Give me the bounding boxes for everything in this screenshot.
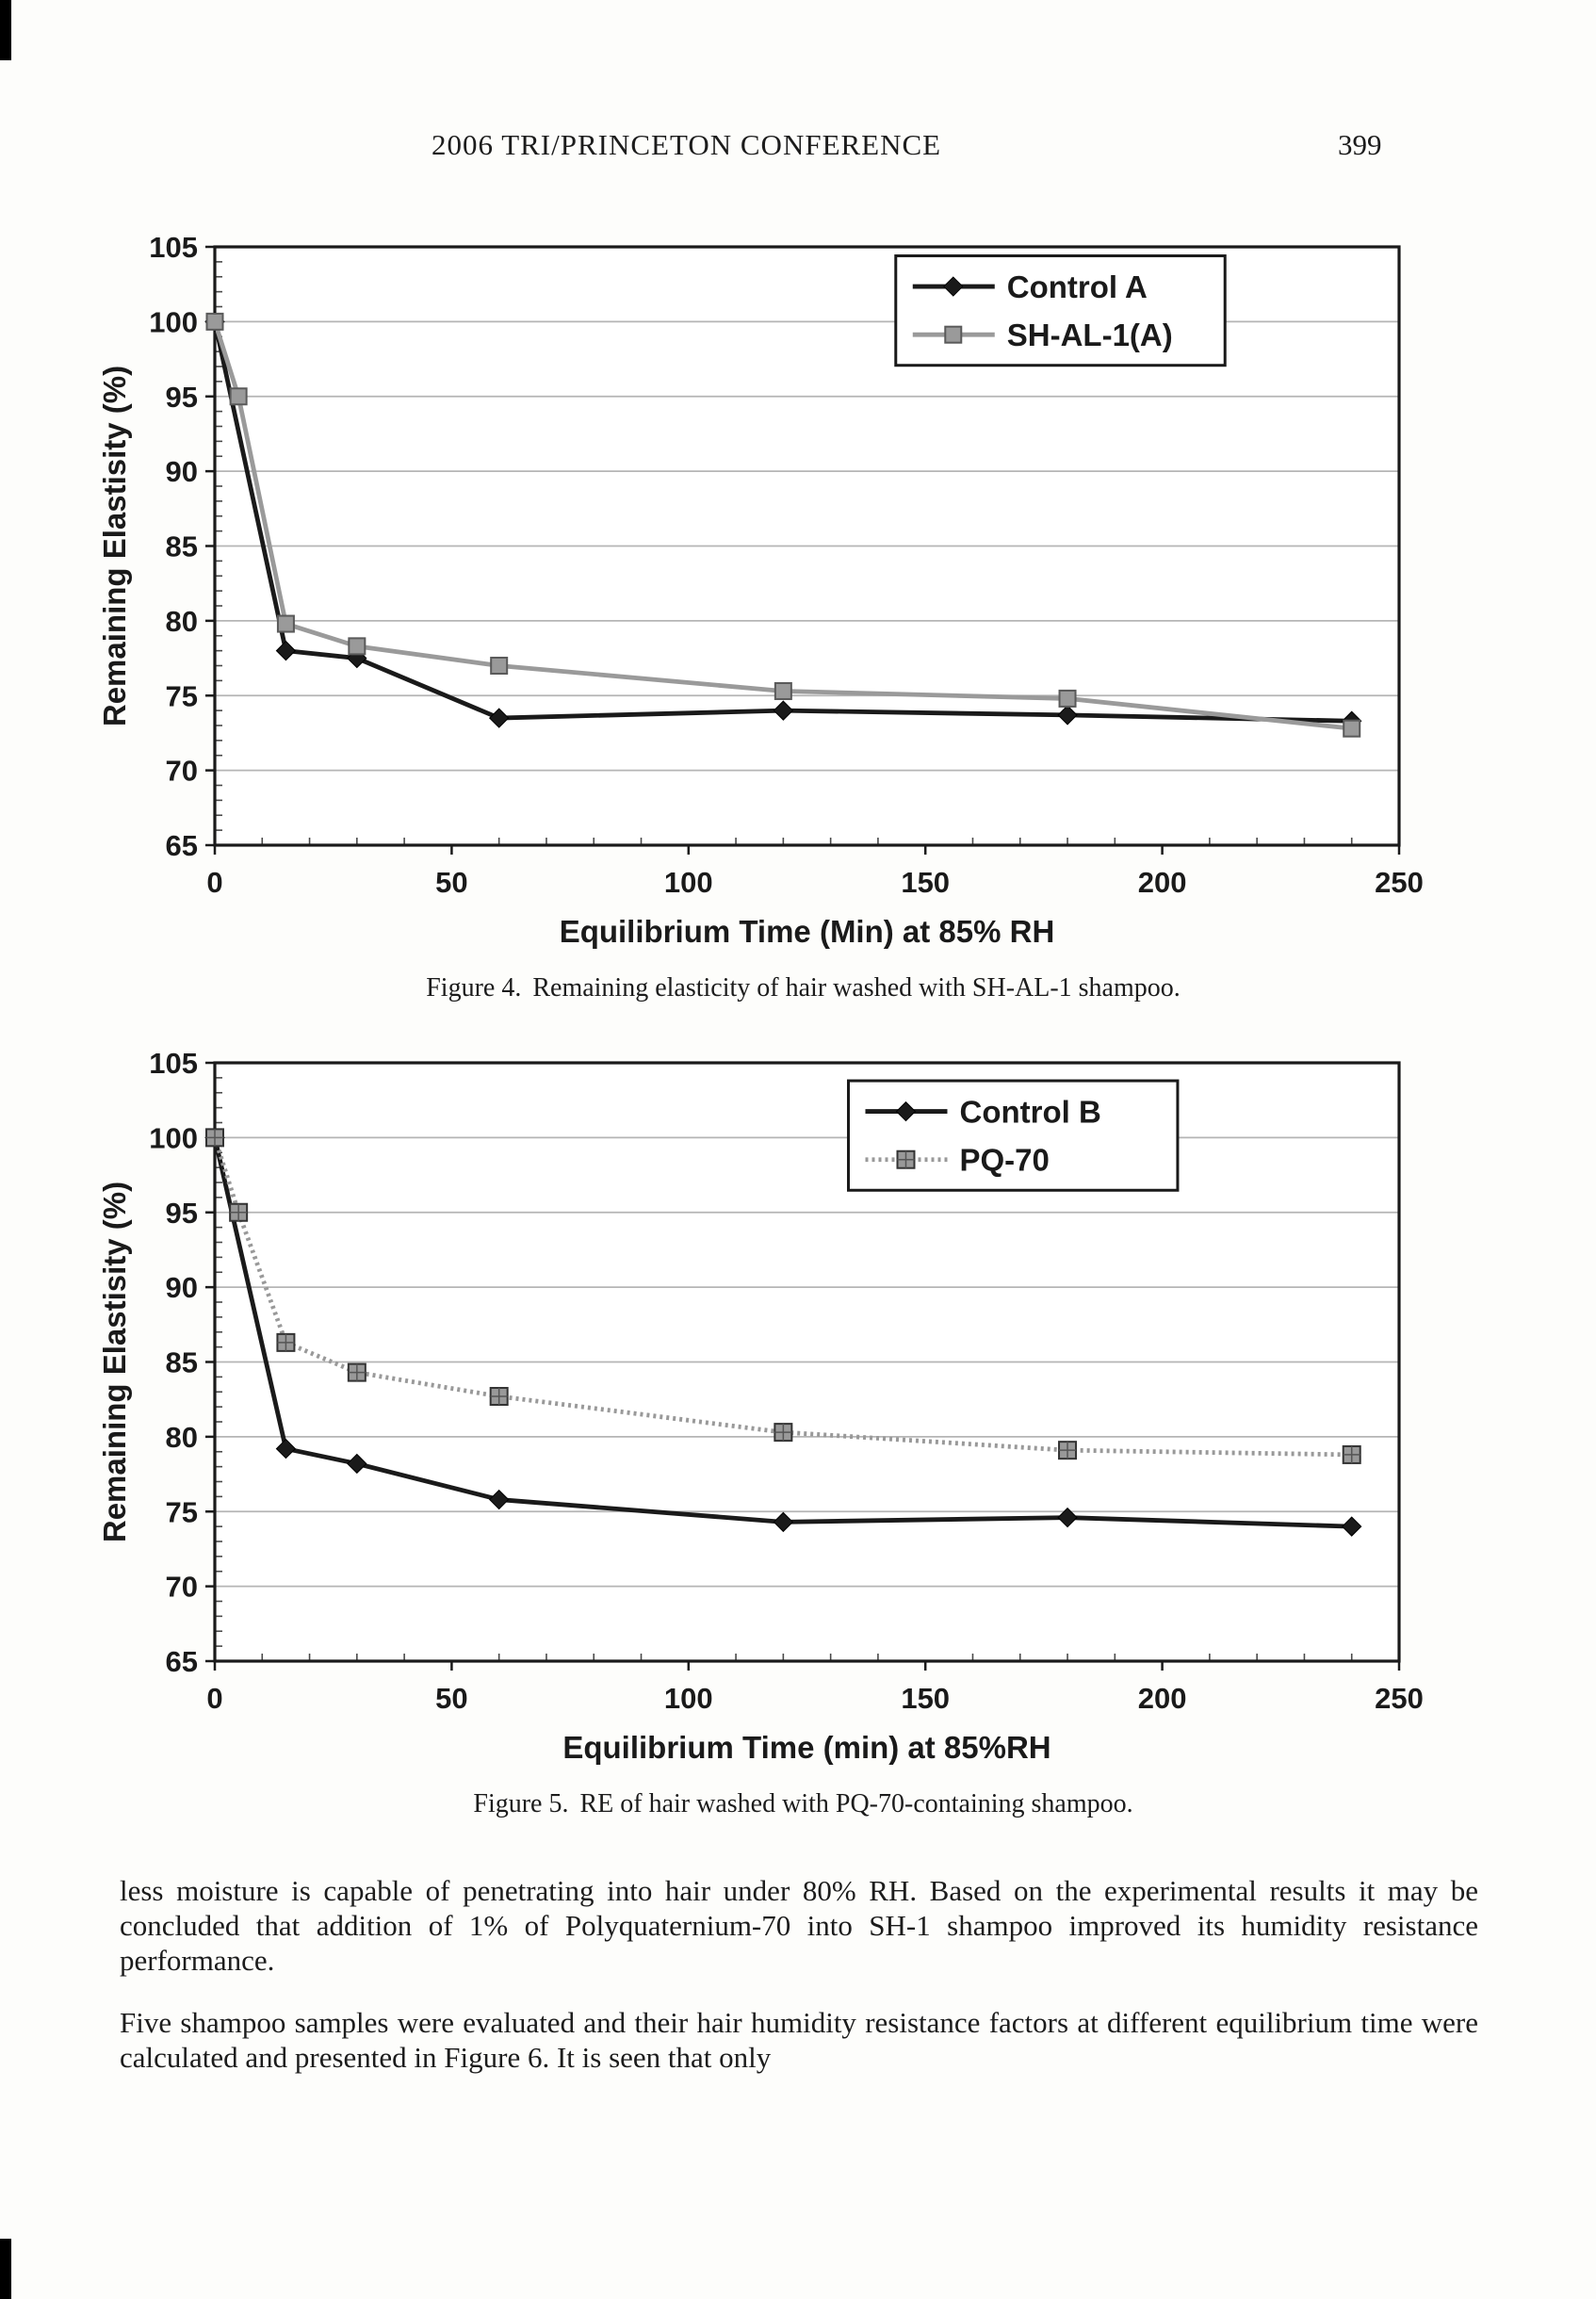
svg-text:PQ-70: PQ-70 bbox=[959, 1142, 1050, 1178]
svg-text:50: 50 bbox=[435, 1682, 468, 1715]
figure-4-caption-label: Figure 4. bbox=[426, 973, 522, 1003]
svg-text:Remaining Elastisity (%): Remaining Elastisity (%) bbox=[97, 365, 132, 727]
scan-artifact-top bbox=[0, 0, 11, 60]
figure-5-caption-label: Figure 5. bbox=[473, 1789, 569, 1818]
svg-text:100: 100 bbox=[149, 1121, 198, 1155]
svg-text:Control A: Control A bbox=[1006, 269, 1148, 305]
figure-5-chart bbox=[71, 1049, 1432, 1784]
svg-text:85: 85 bbox=[165, 1345, 198, 1379]
svg-text:100: 100 bbox=[663, 1682, 713, 1715]
svg-text:Equilibrium Time (min) at 85%R: Equilibrium Time (min) at 85%RH bbox=[562, 1730, 1051, 1765]
svg-text:50: 50 bbox=[435, 866, 468, 899]
svg-text:75: 75 bbox=[165, 679, 198, 713]
svg-text:70: 70 bbox=[165, 754, 198, 788]
svg-text:80: 80 bbox=[165, 1420, 198, 1454]
svg-text:95: 95 bbox=[165, 1196, 198, 1230]
svg-text:Control B: Control B bbox=[959, 1094, 1101, 1130]
figure-4-chart bbox=[71, 233, 1432, 968]
svg-text:Equilibrium Time (Min) at 85%: Equilibrium Time (Min) at 85% RH bbox=[559, 914, 1055, 949]
paragraph-five-shampoo: Five shampoo samples were evaluated and their hair humidity resistance factors at different equilibrium time were calculated and presented in Figure 6. It is seen that only bbox=[120, 2006, 1478, 2074]
svg-text:200: 200 bbox=[1137, 866, 1187, 899]
figure-5-caption bbox=[71, 1789, 1432, 1819]
svg-text:75: 75 bbox=[165, 1495, 198, 1529]
svg-text:95: 95 bbox=[165, 380, 198, 414]
svg-text:0: 0 bbox=[206, 1682, 223, 1715]
svg-text:250: 250 bbox=[1375, 866, 1424, 899]
svg-text:90: 90 bbox=[165, 1271, 198, 1305]
svg-text:150: 150 bbox=[901, 1682, 951, 1715]
svg-text:100: 100 bbox=[149, 305, 198, 339]
svg-text:105: 105 bbox=[149, 233, 198, 264]
body-text bbox=[120, 1873, 1478, 2102]
svg-text:65: 65 bbox=[165, 1645, 198, 1678]
figure-4 bbox=[71, 233, 1432, 1003]
running-head: 2006 TRI/PRINCETON CONFERENCE bbox=[432, 128, 942, 161]
svg-text:90: 90 bbox=[165, 455, 198, 489]
figure-5 bbox=[71, 1049, 1432, 1819]
svg-text:80: 80 bbox=[165, 604, 198, 638]
svg-text:200: 200 bbox=[1137, 1682, 1187, 1715]
figure-4-caption-text: Remaining elasticity of hair washed with SH-AL-1 shampoo. bbox=[532, 973, 1181, 1003]
svg-text:65: 65 bbox=[165, 829, 198, 862]
svg-text:0: 0 bbox=[206, 866, 223, 899]
svg-text:70: 70 bbox=[165, 1570, 198, 1604]
svg-text:105: 105 bbox=[149, 1049, 198, 1080]
svg-text:150: 150 bbox=[901, 866, 951, 899]
svg-text:100: 100 bbox=[663, 866, 713, 899]
scan-artifact-bottom bbox=[0, 2239, 11, 2299]
svg-text:Remaining Elastisity (%): Remaining Elastisity (%) bbox=[97, 1181, 132, 1543]
svg-text:250: 250 bbox=[1375, 1682, 1424, 1715]
page-number: 399 bbox=[1338, 128, 1382, 161]
svg-text:SH-AL-1(A): SH-AL-1(A) bbox=[1006, 318, 1173, 353]
svg-text:85: 85 bbox=[165, 530, 198, 563]
paragraph-continuation: less moisture is capable of penetrating into hair under 80% RH. Based on the experimental results it may be concluded that addition of 1% of Polyquaternium-70 into SH-1 shampoo improved its humidity resistance performance. bbox=[120, 1874, 1478, 1977]
figure-4-caption bbox=[71, 973, 1432, 1003]
figure-5-caption-text: RE of hair washed with PQ-70-containing shampoo. bbox=[579, 1789, 1133, 1818]
